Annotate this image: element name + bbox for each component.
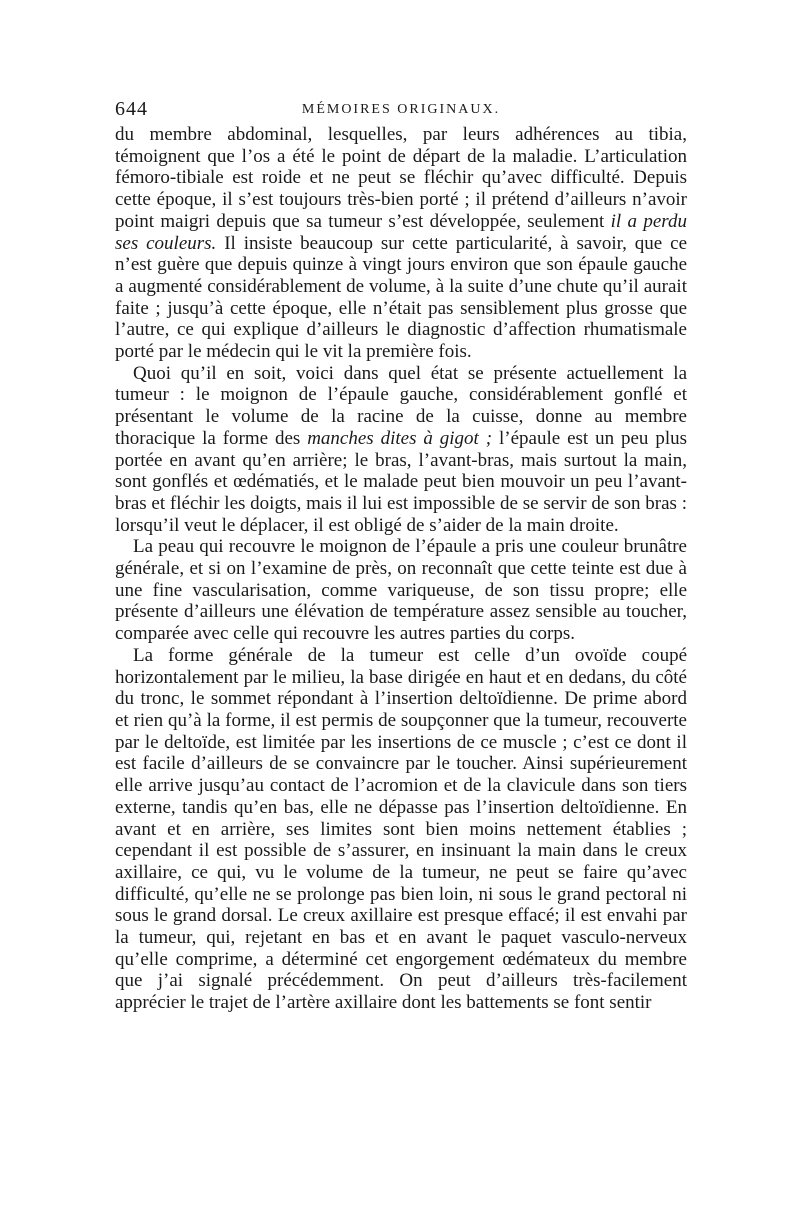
paragraph-3 [115,536,687,645]
paragraph-1-text: du membre abdominal, lesquelles, par leurs adhérences au tibia, témoignent que l’os a été le point de départ de la maladie. L’articulation fémoro-tibiale est roide et ne peut se fléchir qu’avec difficulté. Depuis cette époque, il s’est toujours très-bien porté ; il prétend d’ailleurs n’avoir point maigri depuis que sa tumeur s’est développée, seulement [115,124,687,232]
running-title: MÉMOIRES ORIGINAUX. [301,102,501,117]
running-head [115,98,687,122]
paragraph-2-italic: manches dites à gigot ; [307,427,493,449]
paragraph-2-continuation: l’épaule est un peu plus portée en avant qu’en arrière; le bras, l’avant-bras, mais surtout la main, sont gonflés et œdématiés, et le malade peut bien mouvoir un peu l’avant-bras et fléchir les doigts, mais il lui est impossible de se servir de son bras : lorsqu’il veut le déplacer, il est obligé de s’aider de la main droite. [115,427,687,536]
paragraph-2-text: Quoi qu’il en soit, voici dans quel état se présente actuellement la tumeur : le moignon de l’épaule gauche, considérablement gonflé et présentant le volume de la racine de la cuisse, donne au membre thoracique la forme des [115,362,687,449]
paragraph-4-text: La forme générale de la tumeur est celle d’un ovoïde coupé horizontalement par le milieu, la base dirigée en haut et en dedans, du côté du tronc, le sommet répondant à l’insertion deltoïdienne. De prime abord et rien qu’à la forme, il est permis de soupçonner que la tumeur, recouverte par le deltoïde, est limitée par les insertions de ce muscle ; c’est ce dont il est facile d’ailleurs de se convaincre par le toucher. Ainsi supérieurement elle arrive jusqu’au contact de l’acromion et de la clavicule dans son tiers externe, tandis qu’en bas, elle ne dépasse pas l’insertion deltoïdienne. En avant et en arrière, ses limites sont bien moins nettement établies ; cependant il est possible de s’assurer, en insinuant la main dans le creux axillaire, ce qui, vu le volume de la tumeur, ne peut se faire qu’avec difficulté, qu’elle ne se prolonge pas bien loin, ni sous le grand pectoral ni sous le grand dorsal. Le creux axillaire est presque effacé; il est envahi par la tumeur, qui, rejetant en bas et en avant le paquet vasculo-nerveux qu’elle comprime, a déterminé cet engorgement œdémateux du membre que j’ai signalé précédemment. On peut d’ailleurs très-facilement apprécier le trajet de l’artère axillaire dont les battements se font sentir [115,644,687,1014]
paragraph-1 [115,124,687,363]
book-page [115,98,687,1014]
paragraph-4 [115,645,687,1014]
paragraph-2 [115,363,687,537]
body-text [115,124,687,1014]
page-number: 644 [115,98,148,120]
paragraph-1-continuation: Il insiste beaucoup sur cette particularité, à savoir, que ce n’est guère que depuis quinze à vingt jours environ que son épaule gauche a augmenté considérablement de volume, à la suite d’une chute qu’il aurait faite ; jusqu’à cette époque, elle n’était pas sensiblement plus grosse que l’autre, ce qui explique d’ailleurs le diagnostic d’affection rhumatismale porté par le médecin qui le vit la première fois. [115,232,688,363]
paragraph-3-text: La peau qui recouvre le moignon de l’épaule a pris une couleur brunâtre générale, et si on l’examine de près, on reconnaît que cette teinte est due à une fine vascularisation, comme variqueuse, de son tissu propre; elle présente d’ailleurs une élévation de température assez sensible au toucher, comparée avec celle qui recouvre les autres parties du corps. [115,536,687,645]
paragraph-1-italic: il a perdu ses couleurs. [115,210,687,254]
